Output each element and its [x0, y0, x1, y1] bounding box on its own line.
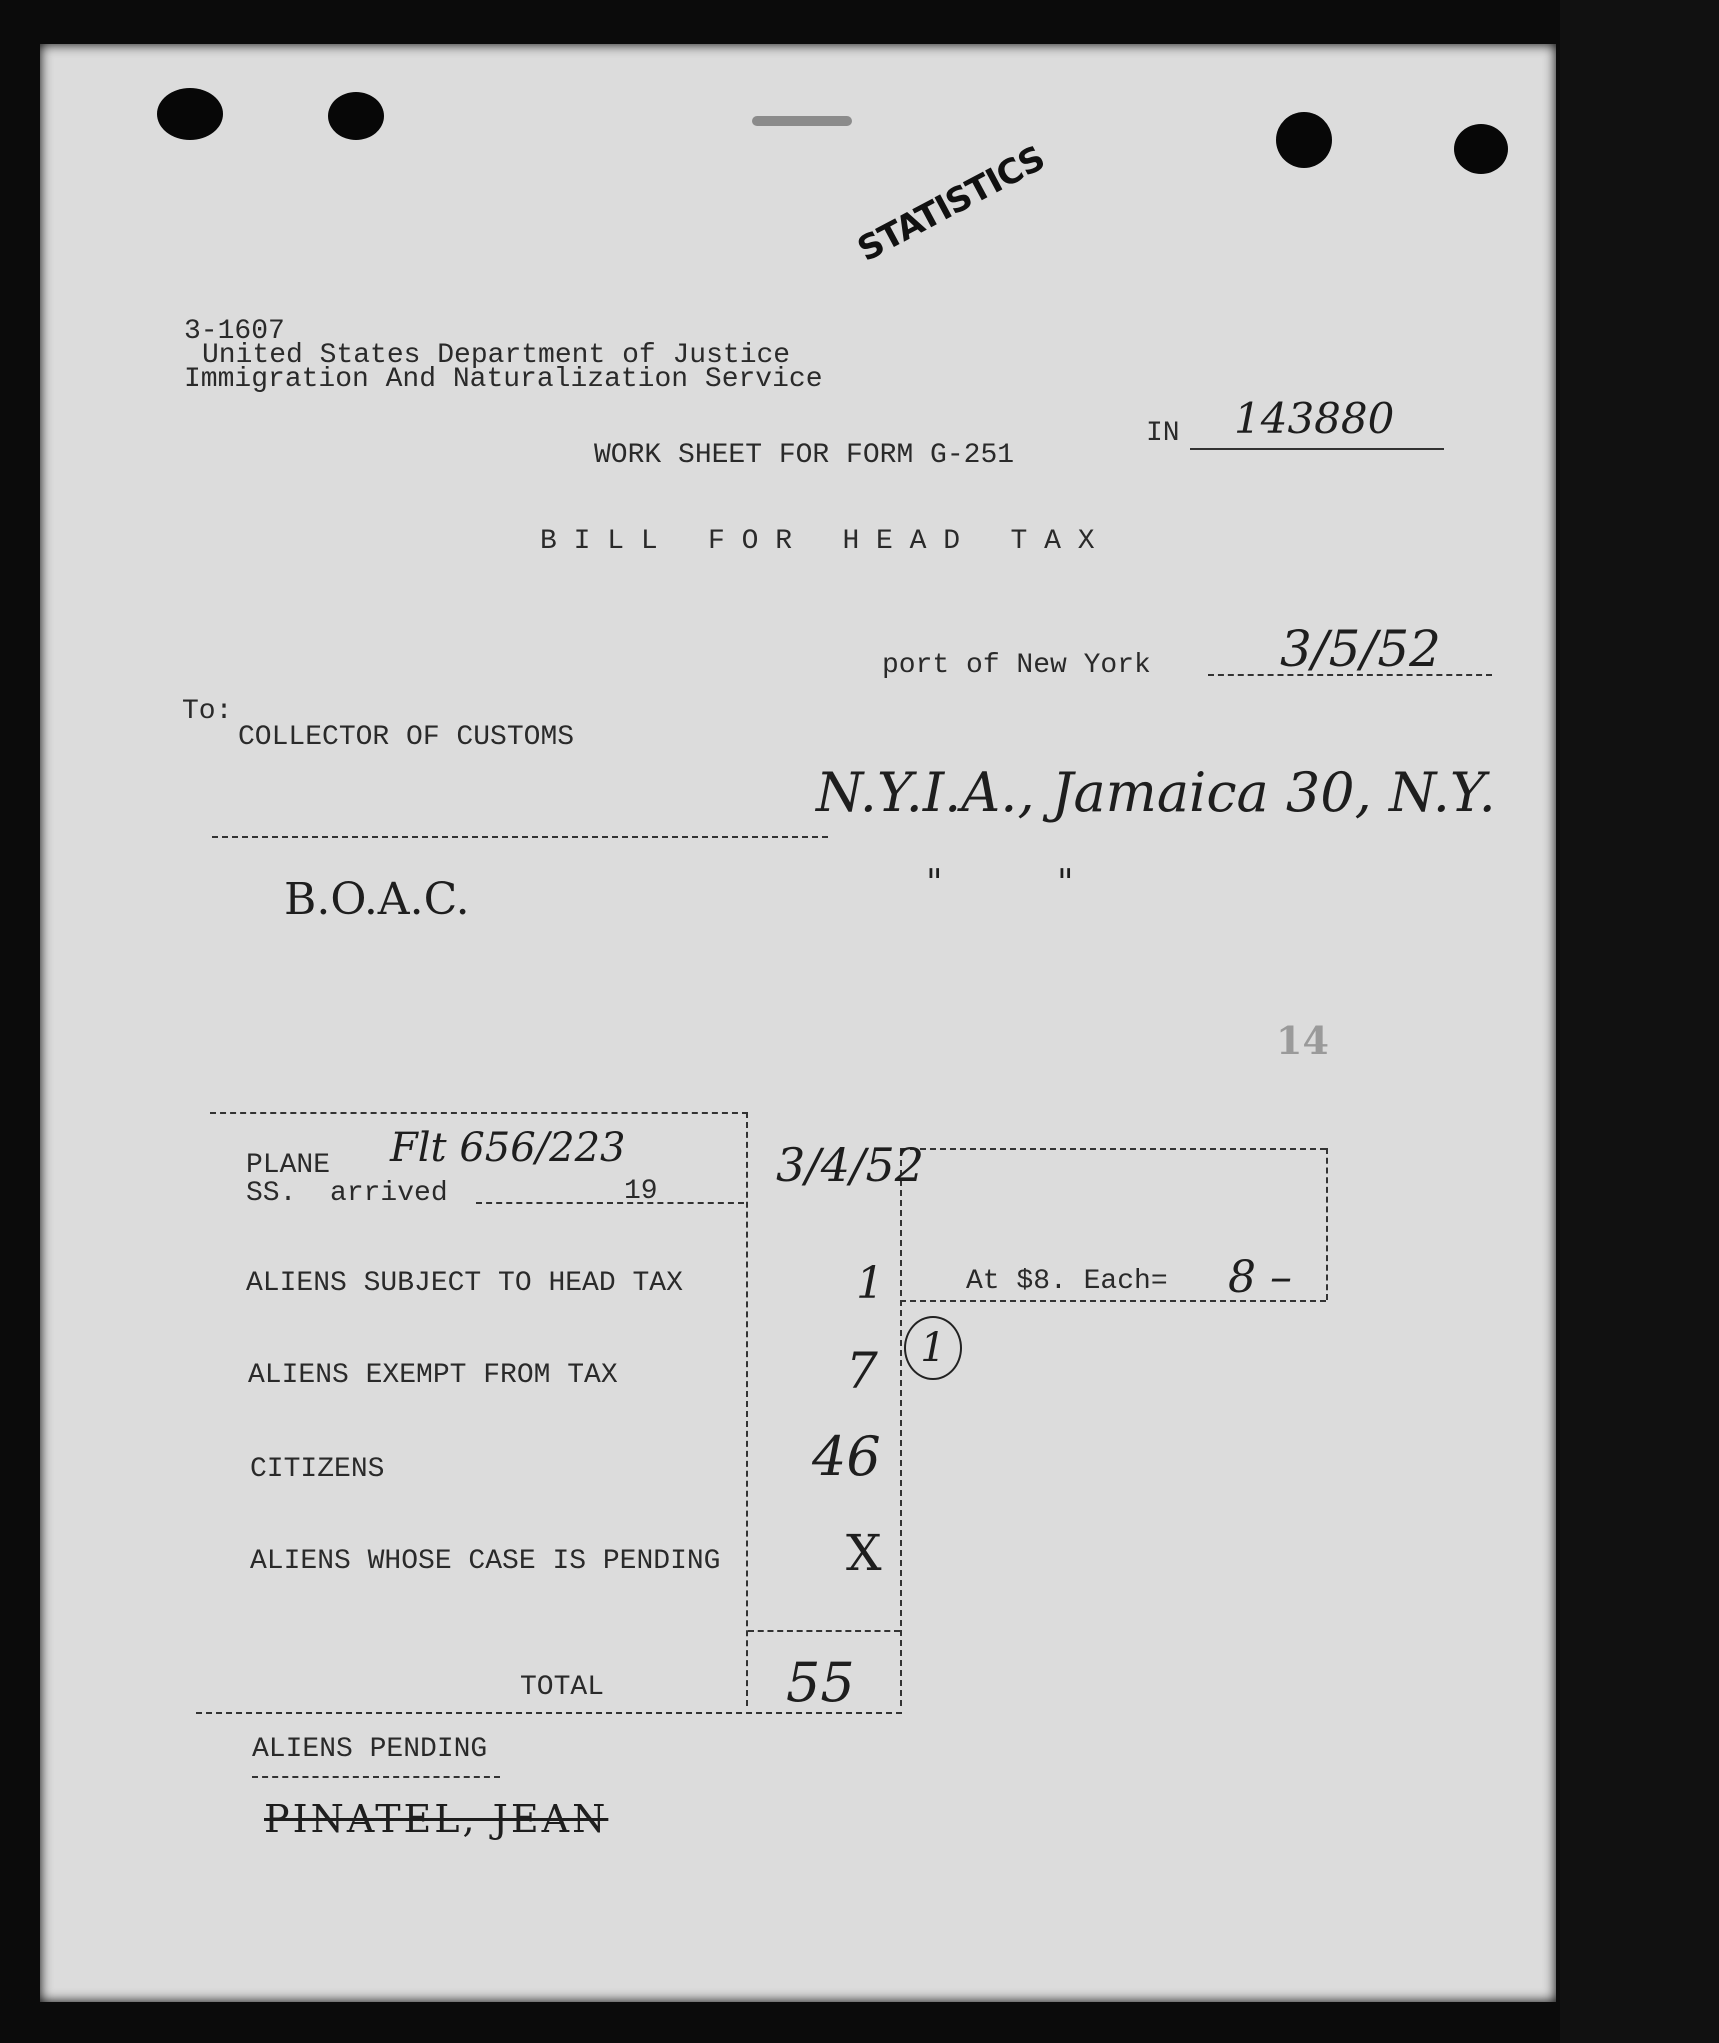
in-number: 143880: [1234, 394, 1395, 443]
table-divider-right: [900, 1150, 902, 1706]
port-date: 3/5/52: [1280, 620, 1441, 678]
aliens-pending-label: ALIENS PENDING: [252, 1734, 488, 1765]
service-name: Immigration And Naturalization Service: [184, 364, 823, 395]
total-separator: [748, 1630, 900, 1632]
smudge-mark: [752, 116, 852, 126]
row-label-exempt: ALIENS EXEMPT FROM TAX: [248, 1360, 618, 1391]
punch-hole: [157, 88, 223, 140]
row-value-citizens: 46: [812, 1425, 881, 1488]
to-label: To:: [182, 696, 233, 727]
carrier-handwritten: B.O.A.C.: [284, 874, 470, 925]
arrival-line: [476, 1202, 744, 1204]
ditto-marks: " ": [926, 863, 1074, 904]
in-number-line: [1190, 448, 1444, 450]
page-mark: 14: [1276, 1018, 1329, 1063]
form-number: 3-1607: [184, 316, 285, 347]
port-date-line: [1208, 674, 1492, 676]
location-handwritten: N.Y.I.A., Jamaica 30, N.Y.: [816, 761, 1496, 824]
table-divider-left: [746, 1112, 748, 1706]
aliens-pending-underline: [252, 1776, 500, 1778]
plane-value: Flt 656/223: [390, 1125, 626, 1171]
pending-name-struck: PINATEL, JEAN: [264, 1797, 609, 1841]
department-name: United States Department of Justice: [202, 340, 791, 371]
row-label-subject: ALIENS SUBJECT TO HEAD TAX: [246, 1268, 683, 1299]
port-label: port of New York: [882, 650, 1151, 681]
in-label: IN: [1146, 418, 1180, 449]
tax-amount: 8 –: [1228, 1252, 1292, 1303]
total-label: TOTAL: [520, 1672, 605, 1703]
tax-rate-label: At $8. Each=: [966, 1266, 1168, 1297]
punch-hole: [328, 92, 384, 140]
row-label-citizens: CITIZENS: [250, 1454, 385, 1485]
statistics-stamp: STATISTICS: [851, 138, 1051, 270]
row-value-pending: X: [846, 1524, 882, 1582]
worksheet-title: WORK SHEET FOR FORM G-251: [594, 440, 1015, 471]
tax-box-top: [900, 1148, 1326, 1150]
row-value-exempt: 7: [846, 1342, 878, 1400]
punch-hole: [1276, 112, 1332, 168]
table-top-border: [210, 1112, 748, 1114]
page-edge: [1560, 0, 1719, 2043]
tax-box-right: [1326, 1148, 1328, 1300]
row-value-subject: 1: [856, 1258, 884, 1309]
year-prefix: 19: [624, 1176, 658, 1207]
collector-line: [212, 836, 828, 838]
row-label-pending: ALIENS WHOSE CASE IS PENDING: [250, 1546, 721, 1577]
total-value: 55: [786, 1651, 855, 1714]
arrival-date: 3/4/52: [776, 1138, 925, 1192]
punch-hole: [1454, 124, 1508, 174]
collector-label: COLLECTOR OF CUSTOMS: [238, 722, 575, 753]
circled-count: [904, 1316, 962, 1380]
ss-arrived-label: SS. arrived: [246, 1178, 448, 1209]
plane-label: PLANE: [246, 1150, 331, 1181]
circled-count-value: 1: [920, 1325, 946, 1371]
bill-title: B I L L F O R H E A D T A X: [540, 526, 1095, 557]
